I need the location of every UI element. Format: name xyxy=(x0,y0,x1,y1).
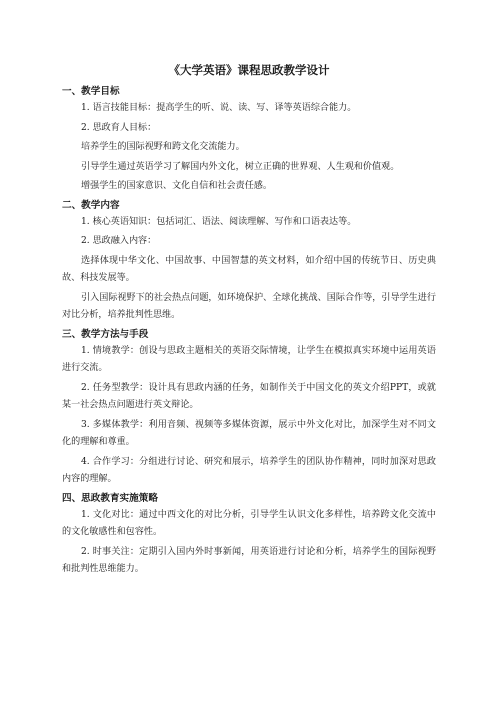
section-heading: 二、教学内容 xyxy=(62,199,120,211)
paragraph: 1. 文化对比：通过中西文化的对比分析，引导学生认识文化多样性，培养跨文化交流中的文化敏感性和包容性。 xyxy=(62,509,436,537)
paragraph: 3. 多媒体教学：利用音频、视频等多媒体资源，展示中外文化对比，加深学生对不同文化的理解和尊重。 xyxy=(62,419,436,447)
document-page xyxy=(62,62,436,581)
paragraph: 选择体现中华文化、中国故事、中国智慧的英文材料，如介绍中国的传统节日、历史典故、科技发展等。 xyxy=(62,255,436,283)
paragraph: 2. 任务型教学：设计具有思政内涵的任务，如制作关于中国文化的英文介绍PPT，或就某一社会热点问题进行英文辩论。 xyxy=(62,382,436,410)
paragraph: 2. 时事关注：定期引入国内外时事新闻，用英语进行讨论和分析，培养学生的国际视野和批判性思维能力。 xyxy=(62,546,436,574)
section-implementation-strategies xyxy=(62,491,436,579)
paragraph: 2. 思政融入内容： xyxy=(81,236,157,246)
paragraph: 1. 语言技能目标：提高学生的听、说、读、写、译等英语综合能力。 xyxy=(81,103,357,113)
paragraph: 增强学生的国家意识、文化自信和社会责任感。 xyxy=(81,181,272,191)
section-teaching-methods xyxy=(62,327,436,489)
paragraph: 引入国际视野下的社会热点问题，如环境保护、全球化挑战、国际合作等，引导学生进行对比分析，培养批判性思维。 xyxy=(62,292,436,320)
document-title: 《大学英语》课程思政教学设计 xyxy=(168,63,330,77)
paragraph: 1. 情境教学：创设与思政主题相关的英语交际情境，让学生在模拟真实环境中运用英语进行交流。 xyxy=(62,345,436,373)
paragraph: 1. 核心英语知识：包括词汇、语法、阅读理解、写作和口语表达等。 xyxy=(81,216,357,227)
paragraph: 4. 合作学习：分组进行讨论、研究和展示，培养学生的团队协作精神，同时加深对思政内容的理解。 xyxy=(62,456,436,484)
section-teaching-content xyxy=(62,198,436,325)
section-heading: 一、教学目标 xyxy=(62,86,120,97)
paragraph: 引导学生通过英语学习了解国内外文化，树立正确的世界观、人生观和价值观。 xyxy=(81,161,400,172)
section-heading: 三、教学方法与手段 xyxy=(62,328,149,340)
section-teaching-objectives xyxy=(62,84,436,196)
paragraph: 培养学生的国际视野和跨文化交流能力。 xyxy=(81,142,245,152)
paragraph: 2. 思政育人目标： xyxy=(81,122,157,133)
section-heading: 四、思政教育实施策略 xyxy=(62,492,158,504)
